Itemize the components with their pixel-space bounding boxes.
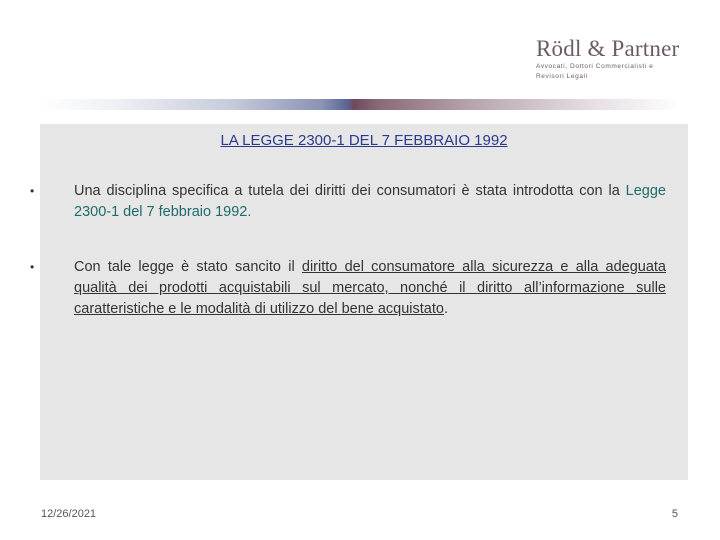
footer-date: 12/26/2021: [41, 508, 97, 520]
logo-subtitle-line2: Revisori Legali: [536, 73, 588, 80]
decorative-gradient-band: [40, 99, 680, 110]
logo-name: Rödl & Partner: [536, 36, 680, 61]
bullet-dot: •: [30, 260, 35, 274]
rodl-partner-logo: [536, 36, 706, 82]
slide-title: LA LEGGE 2300-1 DEL 7 FEBBRAIO 1992: [220, 132, 508, 149]
bullet-dot: •: [30, 184, 35, 198]
footer-page-number: 5: [671, 508, 678, 520]
bullet-text-underlined: diritto del consumatore alla sicurezza e alla adeguata qualità dei prodotti acquistabili sul mercato, nonché il diritto all’informazione sulle caratteristiche e le modalità di utilizzo del bene acquistato: [74, 259, 666, 317]
bullet-text-end: .: [443, 301, 448, 317]
bullet-text-plain: Con tale legge è stato sancito il: [74, 259, 302, 275]
bullet-text: [74, 257, 666, 320]
bullet-text-plain: Una disciplina specifica a tutela dei diritti dei consumatori è stata introdotta con la: [74, 183, 620, 199]
bullet-text: [74, 181, 666, 223]
logo-subtitle-line1: Avvocati, Dottori Commercialisti e: [536, 63, 654, 70]
bullet-text-emphasis: Legge 2300-1 del 7 febbraio 1992.: [74, 183, 666, 220]
